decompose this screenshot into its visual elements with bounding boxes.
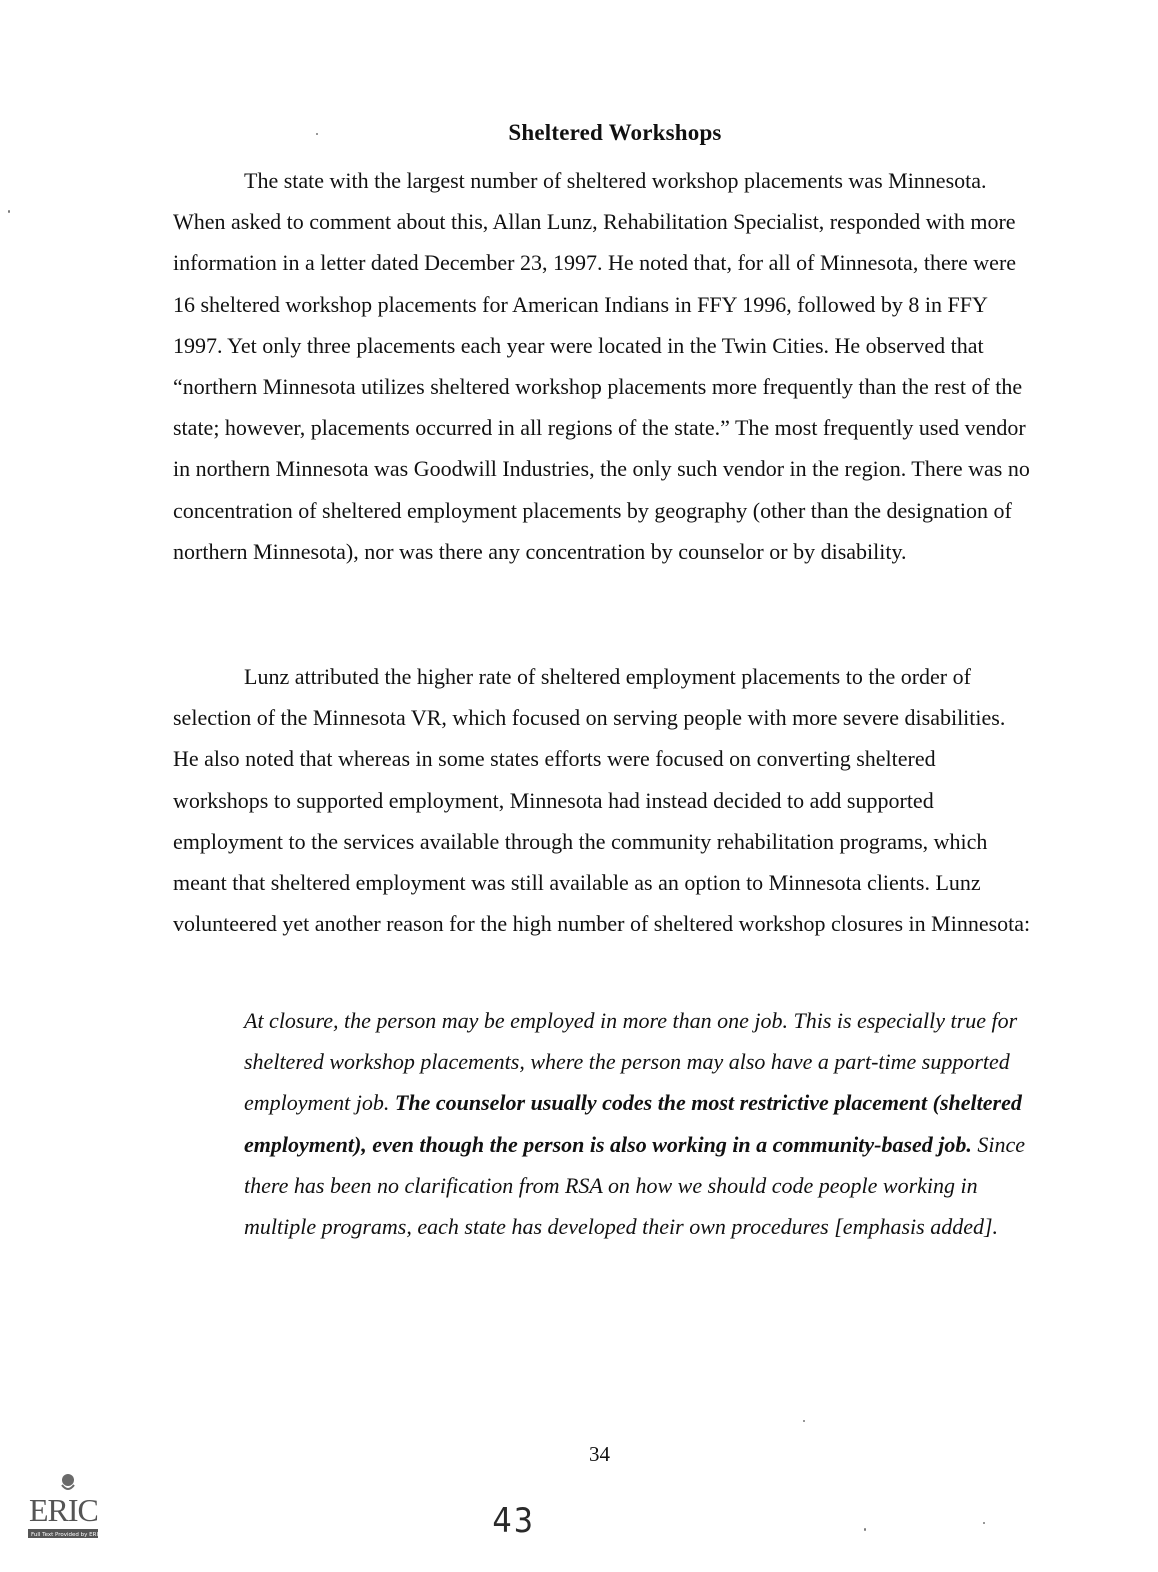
paragraph-1: [173, 160, 1035, 572]
stamp-page-number: 43: [492, 1501, 535, 1541]
scan-speck: [316, 133, 318, 135]
paragraph-2-text: Lunz attributed the higher rate of sheltered employment placements to the order of selection of the Minnesota VR, which focused on serving people with more severe disabilities. He also noted that whereas in some states efforts were focused on converting sheltered workshops to supported employment, Minnesota had instead decided to add supported employment to the services available through the community rehabilitation programs, which meant that sheltered employment was still available as an option to Minnesota clients. Lunz volunteered yet another reason for the high number of sheltered workshop closures in Minnesota:: [173, 664, 1031, 937]
eric-logo-icon: [28, 1473, 98, 1545]
page-number: 34: [589, 1442, 610, 1466]
svg-text:Full Text Provided by ERIC: Full Text Provided by ERIC: [31, 1532, 98, 1538]
scan-speck: [864, 1528, 866, 1531]
block-quote: [244, 1000, 1029, 1247]
quote-text-part-1: At closure, the person may be employed in more than one job. This is especially true for sheltered workshop placements, where the person may also have a part-time supported employment job.: [244, 1008, 1018, 1116]
eric-logo: [28, 1473, 98, 1545]
paragraph-1-text: The state with the largest number of sheltered workshop placements was Minnesota. When asked to comment about this, Allan Lunz, Rehabilitation Specialist, responded with more information in a letter dated December 23, 1997. He noted that, for all of Minnesota, there were 16 sheltered workshop placements for American Indians in FFY 1996, followed by 8 in FFY 1997. Yet only three placements each year were located in the Twin Cities. He observed that “northern Minnesota utilizes sheltered workshop placements more frequently than the rest of the state; however, placements occurred in all regions of the state.” The most frequently used vendor in northern Minnesota was Goodwill Industries, the only such vendor in the region. There was no concentration of sheltered employment placements by geography (other than the designation of northern Minnesota), nor was there any concentration by counselor or by disability.: [173, 168, 1030, 564]
scan-speck: [803, 1420, 805, 1422]
scan-speck: [8, 210, 10, 213]
section-heading: Sheltered Workshops: [508, 120, 722, 145]
scan-speck: [983, 1522, 985, 1524]
paragraph-2: [173, 656, 1035, 944]
svg-text:ERIC: ERIC: [29, 1492, 98, 1528]
quote-emphasis: The counselor usually codes the most restrictive placement (sheltered employment), even though the person is also working in a community-based job.: [244, 1090, 1022, 1157]
quote-text-part-2: Since there has been no clarification from RSA on how we should code people working in multiple programs, each state has developed their own procedures [emphasis added].: [244, 1131, 1026, 1240]
